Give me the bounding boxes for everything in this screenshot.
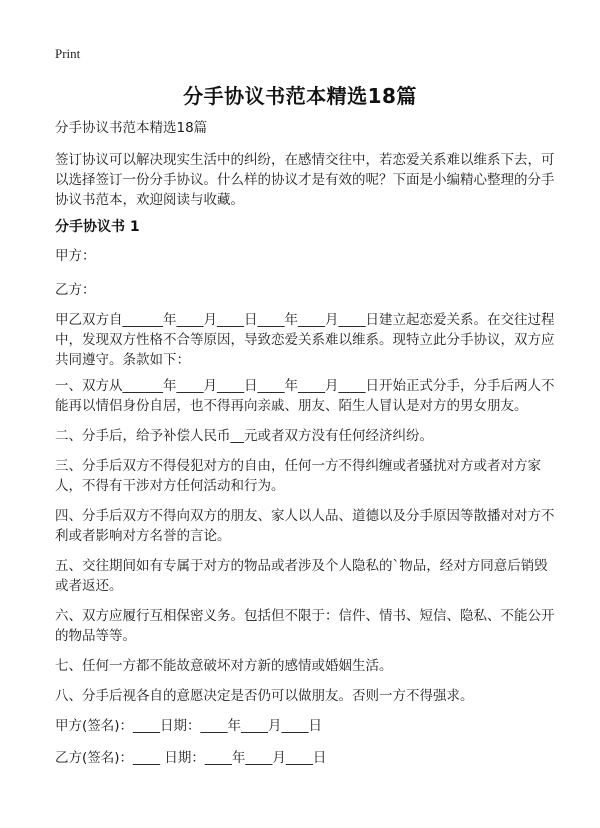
clause-7: 七、任何一方都不能故意破坏对方新的感情或婚姻生活。 bbox=[55, 658, 393, 674]
clause-1: 一、双方从______年____月____日____年____月____日开始正式分手，分手后两人不能再以情侣身份自居，也不得再向亲戚、朋友、陌生人冒认是对方的男女朋友。 bbox=[55, 378, 555, 414]
document-subtitle: 分手协议书范本精选18篇 bbox=[55, 120, 208, 136]
clause-5: 五、交往期间如有专属于对方的物品或者涉及个人隐私的`物品，经对方同意后销毁或者返还。 bbox=[55, 558, 548, 594]
clause-4: 四、分手后双方不得向双方的朋友、家人以人品、道德以及分手原因等散播对对方不利或者影响对方名誉的言论。 bbox=[55, 508, 555, 544]
clause-8: 八、分手后视各自的意愿决定是否仍可以做朋友。否则一方不得强求。 bbox=[55, 688, 474, 704]
intro-paragraph: 签订协议可以解决现实生活中的纠纷，在感情交往中，若恋爱关系难以维系下去，可以选择签订一份分手协议。什么样的协议才是有效的呢？下面是小编精心整理的分手协议书范本，欢迎阅读与收藏。 bbox=[55, 152, 555, 208]
party-a-line: 甲方： bbox=[55, 248, 96, 264]
opening-paragraph: 甲乙双方自______年____月____日____年____月____日建立起恋爱关系。在交往过程中，发现双方性格不合等原因，导致恋爱关系难以维系。现特立此分手协议，双方应共同遵守。条款如下： bbox=[55, 312, 555, 368]
section-heading: 分手协议书 1 bbox=[55, 219, 140, 235]
signature-line-a: 甲方(签名)：____日期：____年____月____日 bbox=[55, 718, 323, 734]
print-label: Print bbox=[55, 46, 81, 61]
party-b-line: 乙方： bbox=[55, 282, 96, 298]
clause-3: 三、分手后双方不得侵犯对方的自由，任何一方不得纠缠或者骚扰对方或者对方家人，不得有干涉对方任何活动和行为。 bbox=[55, 458, 541, 494]
signature-line-b: 乙方(签名)：____ 日期：____年____月____日 bbox=[55, 750, 327, 766]
clause-2: 二、分手后，给予补偿人民币__元或者双方没有任何经济纠纷。 bbox=[55, 428, 433, 444]
page-title: 分手协议书范本精选18篇 bbox=[183, 84, 417, 108]
clause-6: 六、双方应履行互相保密义务。包括但不限于：信件、情书、短信、隐私、不能公开的物品等等。 bbox=[55, 608, 555, 644]
